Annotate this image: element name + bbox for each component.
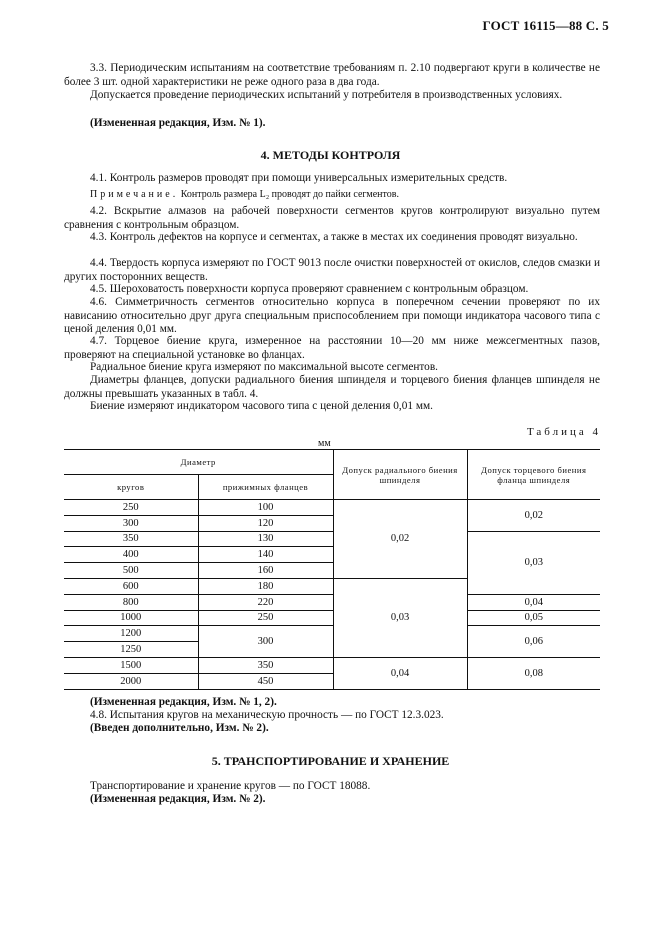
cell-radial: 0,02	[333, 500, 467, 579]
cell-circle: 2000	[64, 673, 198, 689]
paragraph-4-5: 4.5. Шероховатость поверхности корпуса проверяют сравнением с контрольным образцом.	[90, 283, 529, 295]
cell-face: 0,02	[467, 500, 600, 532]
cell-flange: 450	[198, 673, 333, 689]
paragraph-4-7-b: Радиальное биение круга измеряют по максимальной высоте сегментов.	[90, 361, 438, 373]
amendment-note-1-2: (Измененная редакция, Изм. № 1, 2).	[90, 696, 277, 708]
paragraph-4-7: 4.7. Торцевое биение круга, измеренное на расстоянии 10—20 мм ниже межсегментных пазов, проверяют на специальной установке во фланцах.	[64, 335, 600, 361]
paragraph-4-8: 4.8. Испытания кругов на механическую прочность — по ГОСТ 12.3.023.	[90, 709, 444, 721]
amendment-note-3: (Измененная редакция, Изм. № 2).	[90, 793, 266, 805]
table-caption: Таблица 4	[526, 426, 601, 438]
section-4-heading: 4. МЕТОДЫ КОНТРОЛЯ	[260, 148, 401, 162]
section-5-heading: 5. ТРАНСПОРТИРОВАНИЕ И ХРАНЕНИЕ	[211, 754, 450, 768]
table-row	[64, 657, 600, 673]
header-circles: кругов	[64, 475, 198, 500]
page-header: ГОСТ 16115—88 С. 5	[482, 18, 609, 33]
cell-radial: 0,04	[333, 657, 467, 689]
table-row	[64, 610, 600, 626]
cell-flange: 140	[198, 547, 333, 563]
header-flanges: прижимных фланцев	[198, 475, 333, 500]
cell-circle: 250	[64, 500, 198, 516]
cell-circle: 800	[64, 594, 198, 610]
paragraph-4-1: 4.1. Контроль размеров проводят при помощи универсальных измерительных средств.	[90, 172, 508, 184]
cell-face: 0,05	[467, 610, 600, 626]
header-face: Допуск торцевого биения фланца шпинделя	[467, 450, 600, 500]
paragraph-4-4: 4.4. Твердость корпуса измеряют по ГОСТ 9013 после очистки поверхностей от окислов, следов смазки и других посторонних веществ.	[64, 257, 600, 283]
cell-flange: 220	[198, 594, 333, 610]
cell-flange: 300	[198, 626, 333, 658]
note	[64, 188, 600, 202]
amendment-note-1: (Измененная редакция, Изм. № 1).	[90, 117, 266, 129]
cell-flange: 130	[198, 531, 333, 547]
cell-radial: 0,03	[333, 578, 467, 657]
table-row	[64, 626, 600, 642]
cell-circle: 350	[64, 531, 198, 547]
cell-flange: 160	[198, 563, 333, 579]
table-row	[64, 594, 600, 610]
note-text: Контроль размера L₂ проводят до пайки сегментов.	[180, 189, 399, 200]
cell-flange: 180	[198, 578, 333, 594]
cell-circle: 1250	[64, 642, 198, 658]
amendment-note-2: (Введен дополнительно, Изм. № 2).	[90, 722, 269, 734]
table-row	[64, 500, 600, 516]
cell-circle: 1000	[64, 610, 198, 626]
cell-flange: 350	[198, 657, 333, 673]
table-row	[64, 531, 600, 547]
table-4	[64, 449, 600, 690]
cell-circle: 600	[64, 578, 198, 594]
note-label: Примечание.	[90, 189, 179, 200]
paragraph-4-6: 4.6. Симметричность сегментов относительно корпуса в поперечном сечении проверяют по их нависанию относительно друг друга специальным приспособлением при помощи индикатора часового типа с ценой деления 0,01 мм.	[64, 296, 600, 336]
paragraph-4-2: 4.2. Вскрытие алмазов на рабочей поверхности сегментов кругов контролируют визуально путем сравнения с контрольным образцом.	[64, 205, 600, 231]
cell-circle: 300	[64, 515, 198, 531]
cell-circle: 1500	[64, 657, 198, 673]
cell-flange: 100	[198, 500, 333, 516]
cell-circle: 1200	[64, 626, 198, 642]
header-diameter: Диаметр	[64, 450, 333, 475]
table-unit: мм	[318, 438, 331, 449]
paragraph-4-7-d: Биение измеряют индикатором часового типа с ценой деления 0,01 мм.	[90, 400, 433, 412]
paragraph-3-3: 3.3. Периодическим испытаниям на соответствие требованиям п. 2.10 подвергают круги в количестве не более 3 шт. одной характеристики не реже одного раза в два года.	[64, 62, 600, 88]
cell-face: 0,03	[467, 531, 600, 594]
paragraph-3-3-b: Допускается проведение периодических испытаний у потребителя в производственных условиях.	[90, 89, 563, 101]
cell-face: 0,08	[467, 657, 600, 689]
cell-flange: 120	[198, 515, 333, 531]
paragraph-5: Транспортирование и хранение кругов — по ГОСТ 18088.	[90, 780, 371, 792]
cell-flange: 250	[198, 610, 333, 626]
cell-circle: 400	[64, 547, 198, 563]
cell-circle: 500	[64, 563, 198, 579]
cell-face: 0,04	[467, 594, 600, 610]
paragraph-4-7-c: Диаметры фланцев, допуски радиального биения шпинделя и торцевого биения фланцев шпинделя не должны превышать указанных в табл. 4.	[64, 374, 600, 400]
cell-face: 0,06	[467, 626, 600, 658]
paragraph-4-3: 4.3. Контроль дефектов на корпусе и сегментах, а также в местах их соединения проводят визуально.	[90, 231, 578, 243]
table-header-row	[64, 450, 600, 475]
header-radial: Допуск радиального биения шпинделя	[333, 450, 467, 500]
